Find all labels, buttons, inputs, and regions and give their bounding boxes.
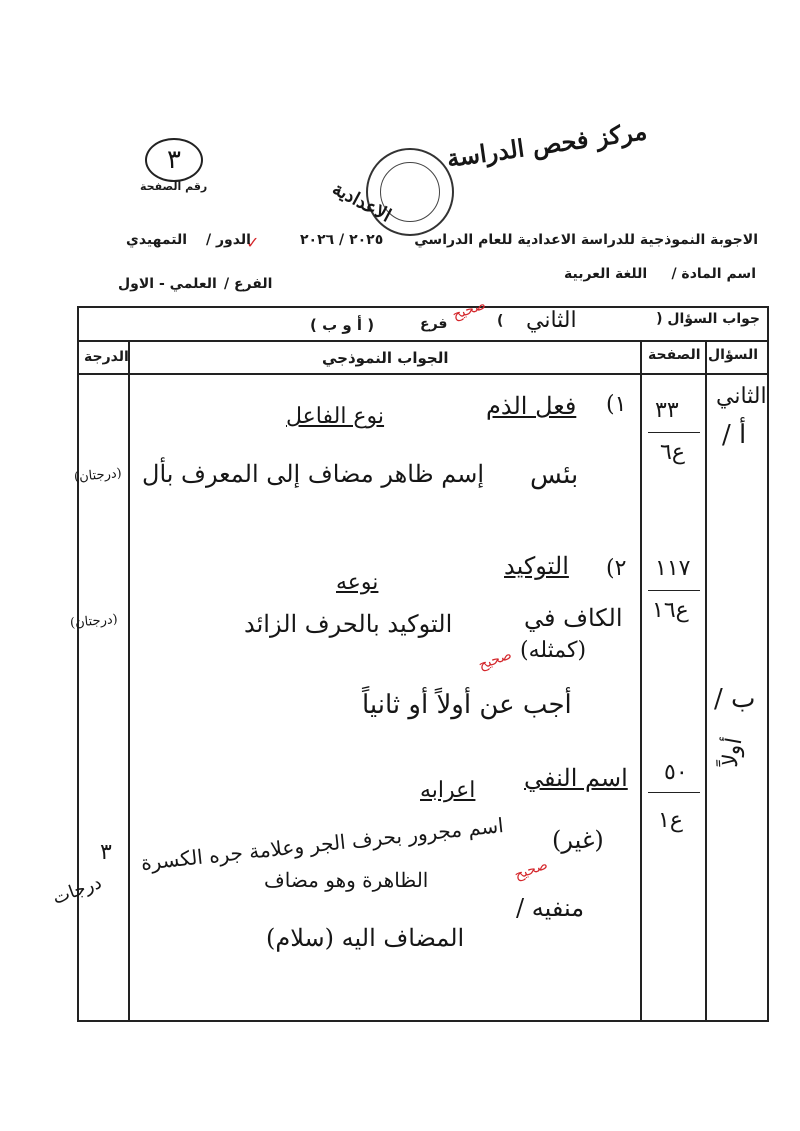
row4-value-left: اسم مجرور بحرف الجر وعلامة جره الكسرة: [139, 813, 505, 875]
row2-heading-left: نوعه: [336, 570, 379, 595]
subject-label: اسم المادة /: [671, 266, 756, 282]
center-title-line1: مركز فحص الدراسة: [444, 116, 649, 173]
row2-page-bottom: ع١٦: [652, 598, 689, 623]
header-grade: الدرجة: [84, 349, 129, 365]
round-value: التمهيدي: [126, 232, 188, 248]
check-mark-3: صحيح: [512, 856, 550, 884]
row4-heading-right: اسم النفي: [524, 764, 628, 792]
branch-value: العلمي - الاول: [118, 276, 217, 292]
row4-extra-2: المضاف اليه (سلام): [266, 924, 465, 952]
row3-part: ب /: [714, 684, 756, 714]
doc-title: الاجوبة النموذجية للدراسة الاعدادية للعام الدراسي: [414, 232, 758, 248]
round-tick-mark: ✓: [246, 233, 260, 252]
row1-question: الثاني: [716, 384, 767, 409]
grade-column-divider: [128, 340, 130, 1022]
subject-value: اللغة العربية: [564, 266, 648, 282]
question-column-divider: [705, 340, 707, 1022]
row1-grade: (درجتان): [73, 465, 123, 486]
row2-value-right: الكاف في: [524, 604, 623, 632]
row2-grade: (درجتان): [69, 611, 119, 632]
question-bar-divider: [77, 340, 769, 342]
header-question: السؤال: [708, 347, 759, 363]
round-label: الدور /: [206, 232, 251, 248]
row2-page-fraction-line: [648, 590, 700, 591]
header-page: الصفحة: [648, 347, 701, 363]
row4-part: أولاً: [717, 735, 748, 770]
row3-instruction: أجب عن أولاً أو ثانياً: [362, 690, 572, 720]
page-number: ٣: [167, 145, 181, 175]
row4-value-right: (غير): [552, 826, 604, 854]
page-number-circle: [145, 138, 203, 182]
row2-heading-right: التوكيد: [504, 552, 569, 580]
header-row-divider: [77, 373, 769, 375]
row1-page-top: ٣٣: [655, 398, 679, 423]
row1-heading-left: نوع الفاعل: [286, 404, 385, 429]
row4-page-fraction-line: [648, 792, 700, 793]
branch-bar-value: ( أ و ب ): [310, 316, 375, 334]
row4-heading-left: اعرابه: [420, 778, 476, 803]
row4-page-bottom: ع١: [658, 808, 683, 833]
row4-grade-label: درجات: [49, 872, 105, 909]
row2-value-left: التوكيد بالحرف الزائد: [244, 610, 453, 638]
row1-number: ١): [606, 392, 627, 417]
row1-value-left: إسم ظاهر مضاف إلى المعرف بأل: [142, 460, 485, 488]
row1-part: أ /: [722, 420, 747, 450]
center-title-line2: الاعدادية: [328, 178, 395, 227]
row1-page-bottom: ع٦: [660, 440, 685, 465]
row1-heading-right: فعل الذم: [486, 392, 577, 420]
row2-value-right-2: (كمثله): [520, 638, 587, 663]
page-column-divider: [640, 340, 642, 1022]
row1-value-right: بئس: [530, 460, 579, 490]
branch-label: الفرع /: [224, 276, 273, 292]
row2-page-top: ١١٧: [655, 556, 691, 581]
branch-bar-label: فرع: [420, 316, 448, 332]
row4-grade-number: ٣: [100, 840, 112, 865]
header-answer: الجواب النموذجي: [322, 349, 449, 367]
question-bar-value: الثاني: [526, 308, 577, 333]
question-bar-label: جواب السؤال (: [656, 311, 760, 327]
question-bar-close: ): [497, 313, 504, 329]
academic-year: ٢٠٢٥ / ٢٠٢٦: [300, 232, 384, 248]
row4-extra-1: منفيه /: [516, 894, 585, 922]
page-number-label: رقم الصفحة: [140, 180, 208, 193]
row1-page-fraction-line: [648, 432, 700, 433]
row4-value-left-2: الظاهرة وهو مضاف: [264, 868, 429, 892]
check-mark-2: صحيح: [476, 646, 514, 674]
row2-number: ٢): [606, 556, 627, 581]
row4-page-top: ٥٠: [664, 760, 688, 785]
check-mark-1: صحيح: [450, 296, 488, 324]
